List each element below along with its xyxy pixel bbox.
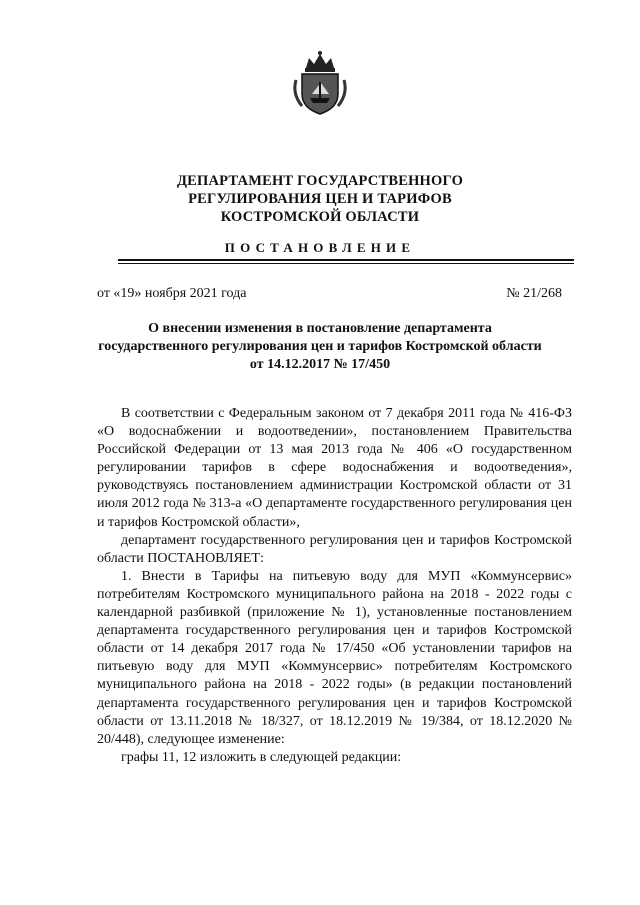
- department-name-line: ДЕПАРТАМЕНТ ГОСУДАРСТВЕННОГО: [176, 173, 464, 189]
- department-name: [0, 172, 640, 226]
- body-paragraph: департамент государственного регулирования цен и тарифов Костромской области ПОСТАНОВЛЯЕТ:: [97, 532, 572, 566]
- subject-line: от 14.12.2017 № 17/450: [249, 357, 391, 372]
- decree-date: от «19» ноября 2021 года: [97, 286, 247, 301]
- decree-subject: [0, 320, 640, 374]
- coat-of-arms-icon: [290, 50, 350, 118]
- subject-line: О внесении изменения в постановление департамента: [148, 321, 492, 336]
- decree-number: № 21/268: [506, 286, 562, 301]
- divider-thick: [118, 259, 574, 261]
- decree-body: [97, 405, 572, 767]
- body-paragraph: графы 11, 12 изложить в следующей редакции:: [121, 749, 402, 765]
- decree-title: ПОСТАНОВЛЕНИЕ: [224, 240, 416, 255]
- department-name-line: РЕГУЛИРОВАНИЯ ЦЕН И ТАРИФОВ: [188, 191, 452, 207]
- department-name-line: КОСТРОМСКОЙ ОБЛАСТИ: [220, 209, 420, 225]
- body-paragraph: В соответствии с Федеральным законом от 7 декабря 2011 года № 416-ФЗ «О водоснабжении и водоотведении», постановлением Правительства Российской Федерации от 13 мая 2013 года № 406 «О государственном регулировании тарифов в сфере водоснабжения и водоотведения», руководствуясь постановлением администрации Костромской области от 31 июля 2012 года № 313-а «О департаменте государственного регулирования цен и тарифов Костромской области»,: [97, 406, 572, 530]
- divider-thin: [118, 263, 574, 264]
- subject-line: государственного регулирования цен и тарифов Костромской области: [98, 339, 542, 354]
- body-paragraph: 1. Внести в Тарифы на питьевую воду для МУП «Коммунсервис» потребителям Костромского муниципального района на 2018 - 2022 годы с календарной разбивкой (приложение № 1), установленные постановлением департамента государственного регулирования цен и тарифов Костромской области от 14 декабря 2017 года № 17/450 «Об установлении тарифов на питьевую воду для МУП «Коммунсервис» потребителям Костромского муниципального района на 2018 - 2022 годы» (в редакции постановлений департамента государственного регулирования цен и тарифов Костромской области от 13.11.2018 № 18/327, от 18.12.2019 № 19/384, от 18.12.2020 № 20/448), следующее изменение:: [97, 568, 572, 747]
